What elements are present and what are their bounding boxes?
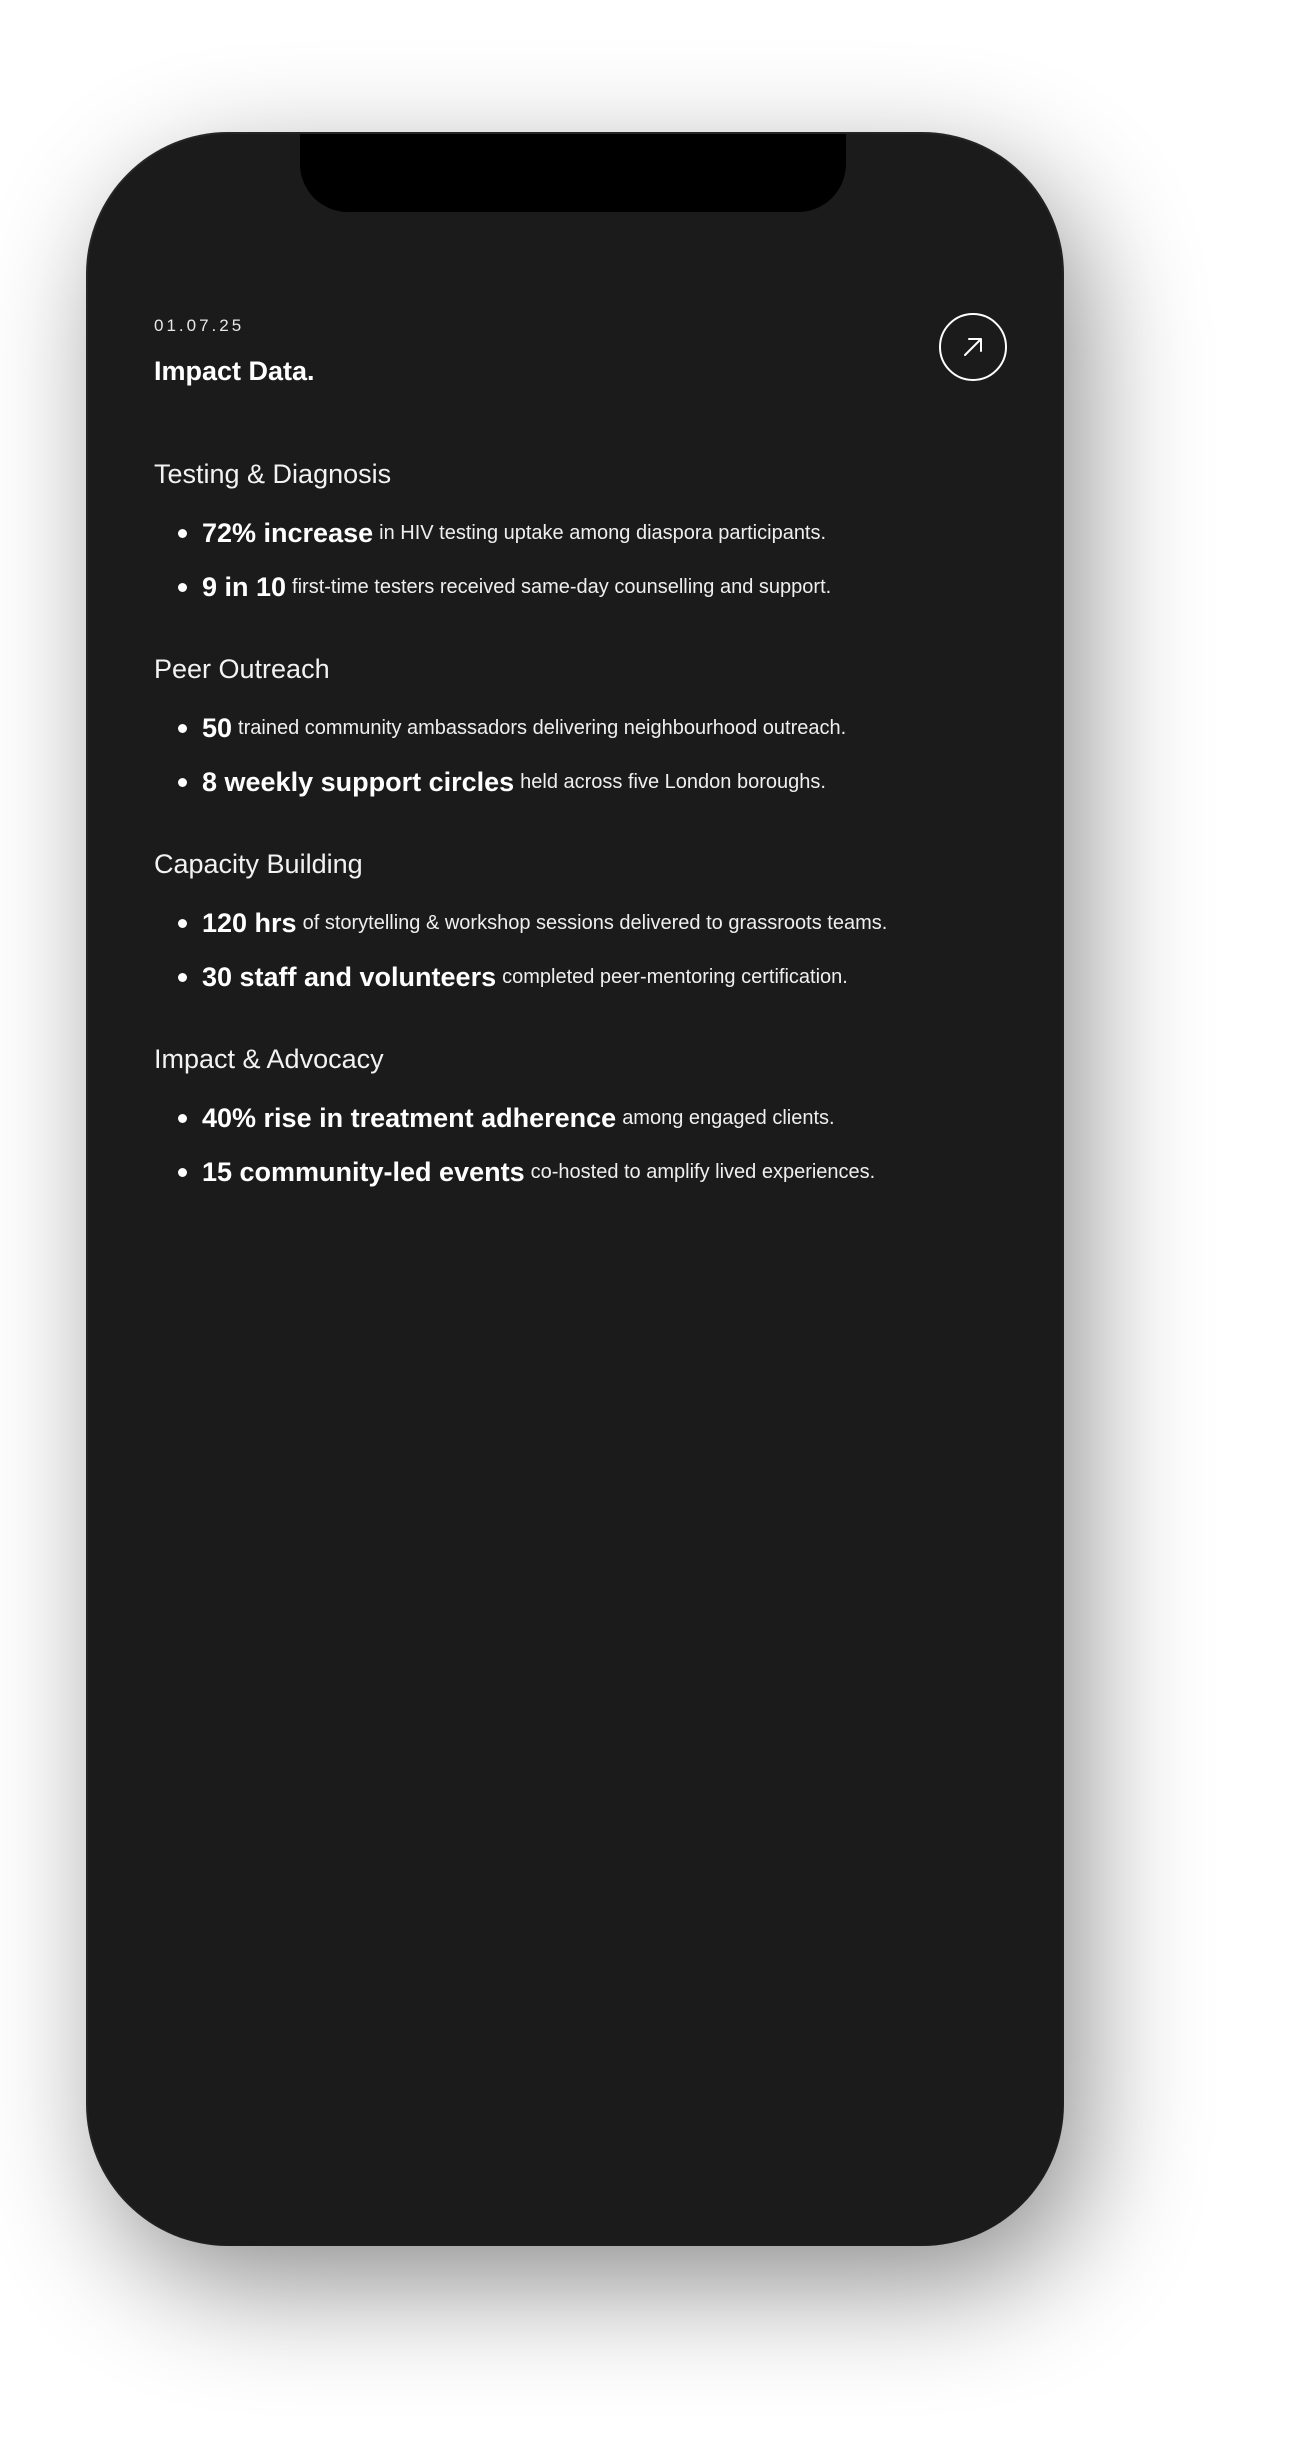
bullet-icon bbox=[178, 973, 187, 982]
section-heading: Impact & Advocacy bbox=[154, 1044, 384, 1074]
section-heading: Capacity Building bbox=[154, 849, 363, 879]
stat-list bbox=[154, 506, 1014, 614]
stat-item bbox=[154, 1145, 1014, 1199]
stat-highlight: 8 weekly support circles bbox=[202, 766, 515, 797]
page-title: Impact Data. bbox=[154, 356, 315, 386]
stat-highlight: 72% increase bbox=[202, 517, 374, 548]
main-content bbox=[154, 316, 1014, 1239]
section-heading: Testing & Diagnosis bbox=[154, 459, 392, 489]
stat-description: among engaged clients. bbox=[622, 1106, 835, 1129]
stat-item bbox=[154, 701, 1014, 755]
bullet-icon bbox=[178, 1168, 187, 1177]
stat-item bbox=[154, 506, 1014, 560]
stat-highlight: 50 bbox=[202, 712, 233, 743]
date-label: 01.07.25 bbox=[154, 316, 245, 335]
stat-description: trained community ambassadors delivering neighbourhood outreach. bbox=[238, 716, 847, 739]
stat-highlight: 15 community-led events bbox=[202, 1156, 525, 1187]
impact-sections bbox=[154, 459, 1014, 1199]
bullet-icon bbox=[178, 1114, 187, 1123]
bullet-icon bbox=[178, 919, 187, 928]
stat-highlight: 120 hrs bbox=[202, 907, 297, 938]
stat-item bbox=[154, 755, 1014, 809]
stat-highlight: 9 in 10 bbox=[202, 571, 287, 602]
bullet-icon bbox=[178, 724, 187, 733]
stat-item bbox=[154, 896, 1014, 950]
stat-description: held across five London boroughs. bbox=[520, 770, 826, 793]
stat-item bbox=[154, 1091, 1014, 1145]
section-heading: Peer Outreach bbox=[154, 654, 330, 684]
phone-frame bbox=[88, 134, 1062, 2244]
stat-item bbox=[154, 560, 1014, 614]
section-impact-advocacy bbox=[154, 1044, 1014, 1199]
phone-notch bbox=[300, 134, 846, 212]
stat-description: completed peer-mentoring certification. bbox=[502, 965, 848, 988]
bullet-icon bbox=[178, 529, 187, 538]
stat-item bbox=[154, 950, 1014, 1004]
bullet-icon bbox=[178, 583, 187, 592]
stat-description: of storytelling & workshop sessions delivered to grassroots teams. bbox=[302, 911, 888, 934]
section-peer-outreach bbox=[154, 654, 1014, 809]
stat-list bbox=[154, 1091, 1014, 1199]
stat-highlight: 30 staff and volunteers bbox=[202, 961, 497, 992]
stat-description: first-time testers received same-day counselling and support. bbox=[292, 575, 832, 598]
stat-description: in HIV testing uptake among diaspora participants. bbox=[379, 521, 827, 544]
stat-description: co-hosted to amplify lived experiences. bbox=[530, 1160, 876, 1183]
section-testing-diagnosis bbox=[154, 459, 1014, 614]
stat-list bbox=[154, 896, 1014, 1004]
bullet-icon bbox=[178, 778, 187, 787]
stat-list bbox=[154, 701, 1014, 809]
stat-highlight: 40% rise in treatment adherence bbox=[202, 1102, 617, 1133]
section-capacity-building bbox=[154, 849, 1014, 1004]
